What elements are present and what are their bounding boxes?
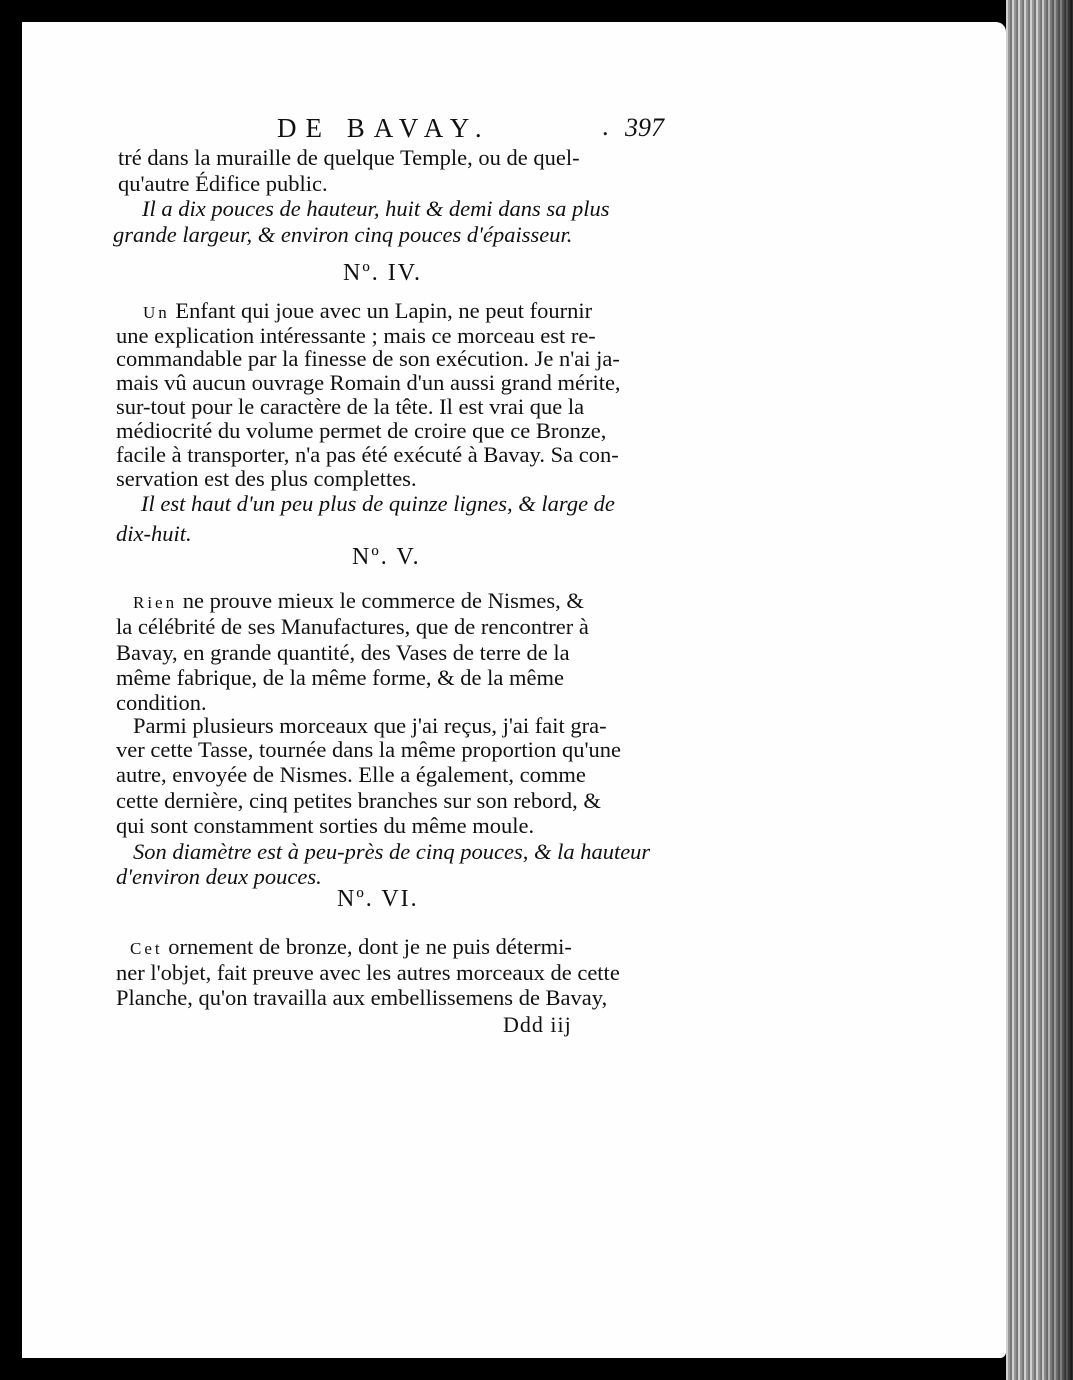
text-line: Enfant qui joue avec un Lapin, ne peut fournir <box>175 298 593 323</box>
dimension-line: Son diamètre est à peu-près de cinq pouces, & la hauteur <box>133 839 651 864</box>
text-line: cette dernière, cinq petites branches sur son rebord, & <box>116 788 601 813</box>
text-line: Parmi plusieurs morceaux que j'ai reçus, j'ai fait gra- <box>133 713 607 738</box>
running-title: DE BAVAY. <box>277 113 491 143</box>
text-line: Bavay, en grande quantité, des Vases de terre de la <box>116 640 570 665</box>
signature-mark: Ddd iij <box>503 1012 572 1037</box>
text-line: même fabrique, de la même forme, & de la même <box>116 665 564 690</box>
page-edge-shadow <box>1040 0 1073 1380</box>
section-title: Nº. VI. <box>337 886 419 912</box>
text-line: la célébrité de ses Manufactures, que de rencontrer à <box>116 614 589 639</box>
page-number: 397 <box>625 113 664 142</box>
section-initial: Un <box>143 303 170 322</box>
dimension-line: grande largeur, & environ cinq pouces d'épaisseur. <box>113 222 573 247</box>
text-line: Planche, qu'on travailla aux embellissemens de Bavay, <box>116 985 608 1010</box>
text-line: condition. <box>116 690 207 715</box>
dimension-line: dix-huit. <box>116 521 192 546</box>
section-title: Nº. V. <box>352 544 421 570</box>
text-line: autre, envoyée de Nismes. Elle a également, comme <box>116 762 586 787</box>
dimension-line: d'environ deux pouces. <box>116 864 322 889</box>
section-initial: Rien <box>133 593 178 612</box>
text-line: tré dans la muraille de quelque Temple, ou de quel- <box>118 145 580 170</box>
dimension-line: Il a dix pouces de hauteur, huit & demi dans sa plus <box>142 196 610 221</box>
section-initial: Cet <box>130 939 163 958</box>
text-line: facile à transporter, n'a pas été exécuté à Bavay. Sa con- <box>116 442 619 467</box>
text-line: commandable par la finesse de son exécution. Je n'ai ja- <box>116 346 620 371</box>
text-line: ver cette Tasse, tournée dans la même proportion qu'une <box>116 737 622 762</box>
text-line: mais vû aucun ouvrage Romain d'un aussi grand mérite, <box>116 370 621 395</box>
text-line: une explication intéressante ; mais ce morceau est re- <box>116 323 596 348</box>
dimension-line: Il est haut d'un peu plus de quinze lignes, & large de <box>141 491 615 516</box>
text-line: qu'autre Édifice public. <box>118 171 328 196</box>
text-line: ornement de bronze, dont je ne puis détermi- <box>168 934 572 959</box>
text-line: sur-tout pour le caractère de la tête. Il est vrai que la <box>116 394 585 419</box>
text-line: médiocrité du volume permet de croire que ce Bronze, <box>116 418 607 443</box>
header-dot: . <box>602 112 609 141</box>
text-line: qui sont constamment sorties du même moule. <box>116 813 535 838</box>
text-line: servation est des plus complettes. <box>116 466 417 491</box>
text-line: ner l'objet, fait preuve avec les autres morceaux de cette <box>116 960 620 985</box>
section-title: Nº. IV. <box>343 260 423 286</box>
text-line: ne prouve mieux le commerce de Nismes, & <box>182 588 584 613</box>
